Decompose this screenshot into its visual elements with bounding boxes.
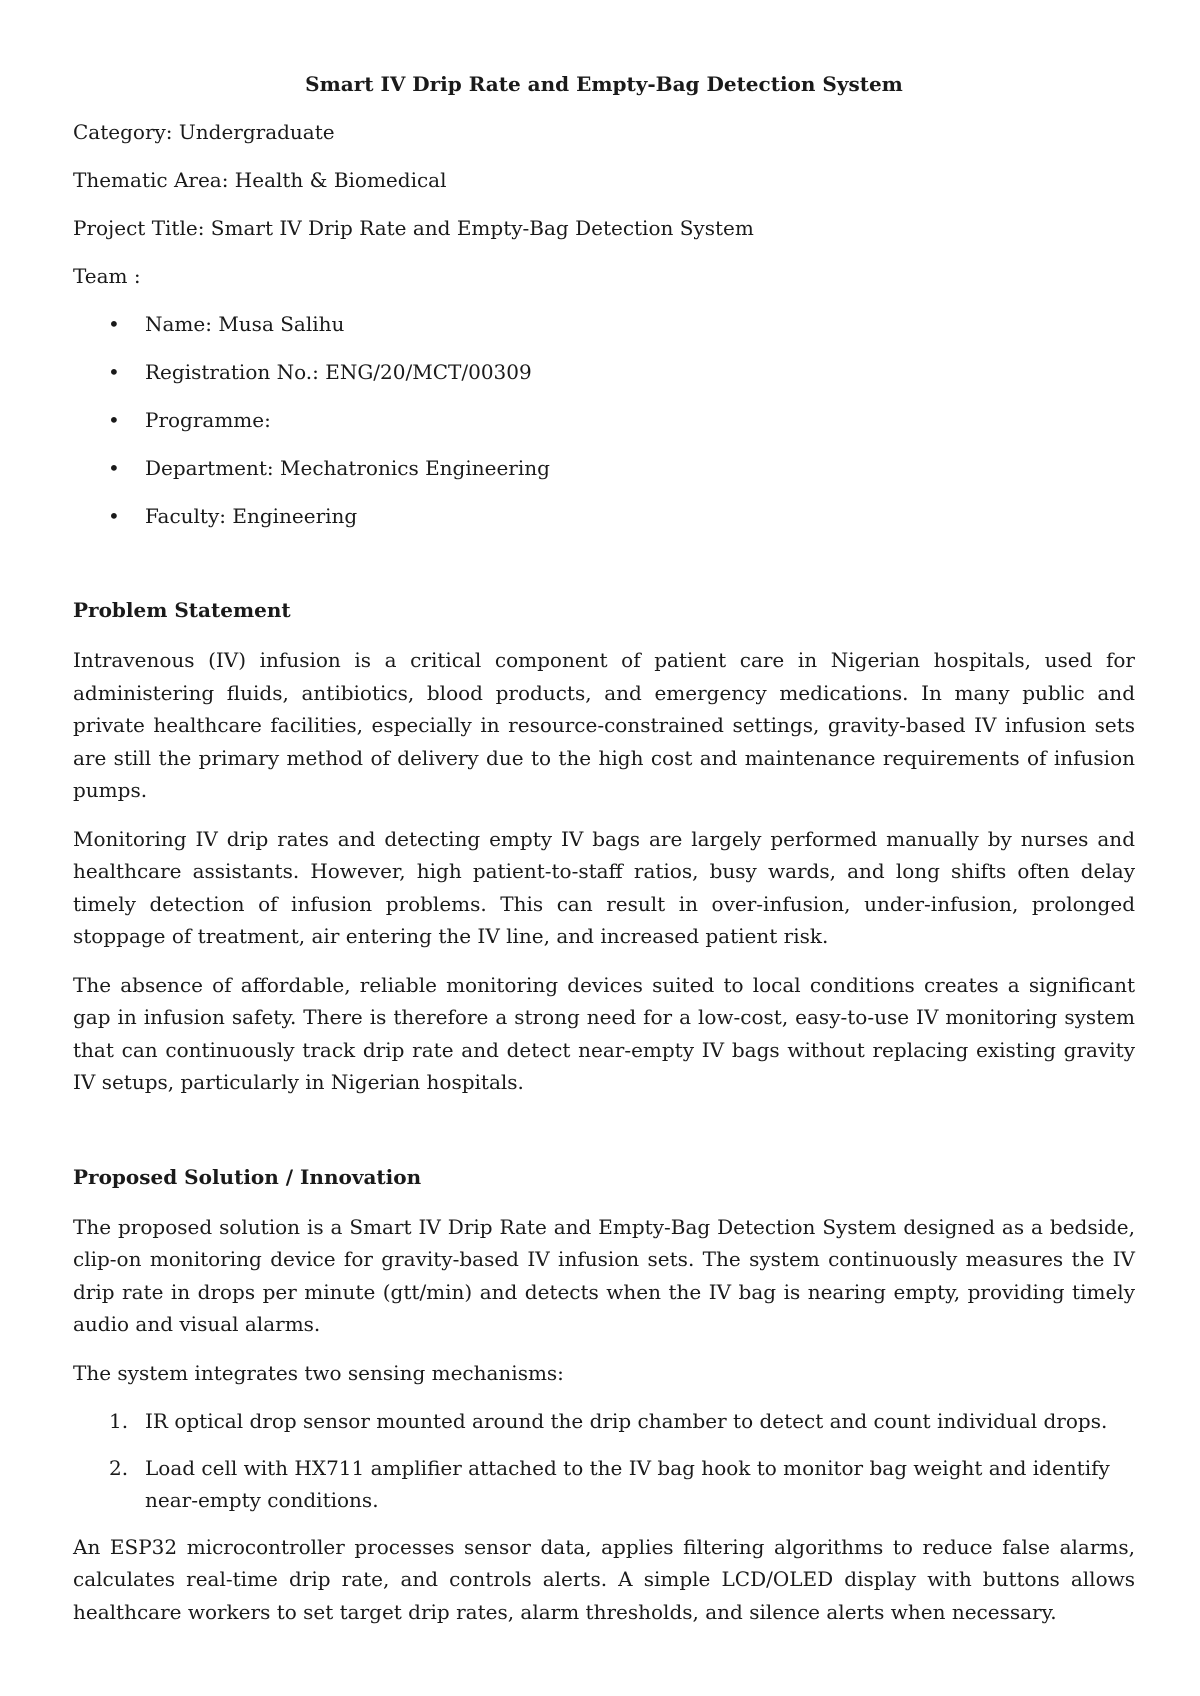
- team-item-department: [73, 454, 1135, 482]
- team-list: [73, 310, 1135, 530]
- document-page: [73, 72, 1135, 1644]
- document-title: Smart IV Drip Rate and Empty-Bag Detection System: [305, 72, 903, 96]
- spacer: [73, 1115, 1135, 1163]
- team-item-text: Department: Mechatronics Engineering: [145, 456, 550, 480]
- team-item-text: Programme:: [145, 408, 271, 432]
- solution-closing-paragraph: An ESP32 microcontroller processes sensor data, applies filtering algorithms to reduce false alarms, calculates real-time drip rate, and controls alerts. A simple LCD/OLED display with buttons allows healthcare workers to set target drip rates, alarm thresholds, and silence alerts when necessary.: [73, 1534, 1135, 1624]
- list-number: 2.: [109, 1455, 129, 1480]
- mechanisms-list: [73, 1405, 1135, 1517]
- thematic-area-line: Thematic Area: Health & Biomedical: [73, 168, 447, 192]
- spacer: [73, 550, 1135, 596]
- project-title-line: Project Title: Smart IV Drip Rate and Empty-Bag Detection System: [73, 216, 754, 240]
- bullet-icon: •: [108, 312, 120, 336]
- bullet-icon: •: [108, 504, 120, 528]
- team-item-faculty: [73, 502, 1135, 530]
- team-item-name: [73, 310, 1135, 338]
- mechanism-item-load-cell: [73, 1452, 1135, 1517]
- mechanism-text: Load cell with HX711 amplifier attached to the IV bag hook to monitor bag weight and identify near-empty conditions.: [145, 1455, 1110, 1512]
- team-item-text: Registration No.: ENG/20/MCT/00309: [145, 360, 532, 384]
- mechanism-item-ir-sensor: [73, 1405, 1135, 1438]
- bullet-icon: •: [108, 360, 120, 384]
- mechanism-text: IR optical drop sensor mounted around the drip chamber to detect and count individual drops.: [145, 1409, 1108, 1433]
- proposed-solution-heading: Proposed Solution / Innovation: [73, 1164, 422, 1189]
- bullet-icon: •: [108, 456, 120, 480]
- team-item-text: Faculty: Engineering: [145, 504, 358, 528]
- problem-paragraph-1: Intravenous (IV) infusion is a critical component of patient care in Nigerian hospitals, used for administering fluids, antibiotics, blood products, and emergency medications. In many public and private healthcare facilities, especially in resource-constrained settings, gravity-based IV infusion sets are still the primary method of delivery due to the high cost and maintenance requirements of infusion pumps.: [73, 648, 1135, 802]
- team-item-text: Name: Musa Salihu: [145, 312, 345, 336]
- problem-statement-heading: Problem Statement: [73, 598, 291, 622]
- mechanisms-intro: The system integrates two sensing mechanisms:: [73, 1360, 564, 1385]
- problem-paragraph-3: The absence of affordable, reliable monitoring devices suited to local conditions creates a significant gap in infusion safety. There is therefore a strong need for a low-cost, easy-to-use IV monitoring system that can continuously track drip rate and detect near-empty IV bags without replacing existing gravity IV setups, particularly in Nigerian hospitals.: [73, 972, 1135, 1094]
- team-item-programme: [73, 406, 1135, 434]
- list-number: 1.: [109, 1409, 129, 1433]
- team-label: Team :: [73, 264, 141, 288]
- problem-paragraph-2: Monitoring IV drip rates and detecting empty IV bags are largely performed manually by nurses and healthcare assistants. However, high patient-to-staff ratios, busy wards, and long shifts often delay timely detection of infusion problems. This can result in over-infusion, under-infusion, prolonged stoppage of treatment, air entering the IV line, and increased patient risk.: [73, 826, 1135, 948]
- team-item-registration: [73, 358, 1135, 386]
- solution-intro-paragraph: The proposed solution is a Smart IV Drip Rate and Empty-Bag Detection System designed as a bedside, clip-on monitoring device for gravity-based IV infusion sets. The system continuously measures the IV drip rate in drops per minute (gtt/min) and detects when the IV bag is nearing empty, providing timely audio and visual alarms.: [73, 1214, 1135, 1336]
- category-line: Category: Undergraduate: [73, 120, 335, 144]
- bullet-icon: •: [108, 408, 120, 432]
